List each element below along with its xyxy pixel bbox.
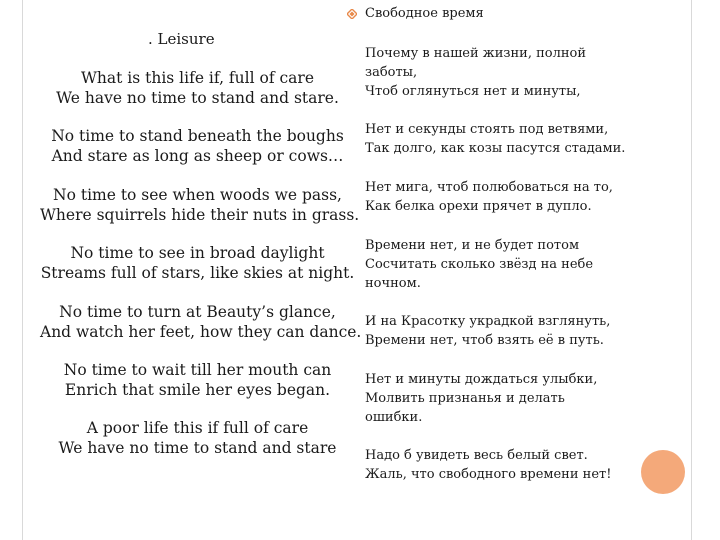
poem-line: And stare as long as sheep or cows… bbox=[51, 146, 344, 165]
poem-line: Чтоб оглянуться нет и минуты, bbox=[365, 84, 581, 99]
poem-line: Where squirrels hide their nuts in grass. bbox=[40, 205, 360, 224]
poem-line: No time to wait till her mouth can bbox=[63, 361, 332, 379]
poem-line: No time to stand beneath the boughs bbox=[51, 127, 344, 145]
poem-line: And watch her feet, how they can dance. bbox=[40, 322, 362, 341]
poem-line: ошибки. bbox=[365, 410, 423, 425]
poem-line: Так долго, как козы пасутся стадами. bbox=[365, 141, 626, 156]
poem-line: Молвить признанья и делать bbox=[365, 391, 565, 406]
en-stanza bbox=[40, 69, 355, 108]
poem-line: Нет и минуты дождаться улыбки, bbox=[365, 372, 598, 387]
poem-line: We have no time to stand and stare bbox=[58, 438, 337, 457]
poem-line: What is this life if, full of care bbox=[80, 69, 314, 87]
poem-line: Почему в нашей жизни, полной bbox=[365, 46, 586, 61]
ru-stanza bbox=[365, 44, 635, 101]
poem-line: Времени нет, и не будет потом bbox=[365, 238, 580, 253]
en-stanza bbox=[40, 186, 360, 225]
rhombus-bullet-icon bbox=[347, 9, 357, 19]
orange-circle-icon bbox=[641, 450, 685, 494]
poem-line: И на Красотку украдкой взглянуть, bbox=[365, 314, 611, 329]
en-stanza bbox=[40, 361, 355, 400]
ru-stanza bbox=[365, 370, 635, 427]
poem-line: заботы, bbox=[365, 65, 418, 80]
en-stanza bbox=[40, 244, 355, 283]
poem-line: No time to see in broad daylight bbox=[70, 244, 325, 262]
poem-line: Нет мига, чтоб полюбоваться на то, bbox=[365, 180, 613, 195]
poem-line: Enrich that smile her eyes began. bbox=[64, 380, 331, 399]
poem-line: Надо б увидеть весь белый свет. bbox=[365, 448, 588, 463]
poem-line: We have no time to stand and stare. bbox=[56, 88, 339, 107]
poem-line: A poor life this if full of care bbox=[86, 419, 309, 437]
en-stanza bbox=[40, 303, 362, 342]
ru-stanza bbox=[365, 120, 635, 158]
poem-line: Как белка орехи прячет в дупло. bbox=[365, 199, 592, 214]
en-stanza bbox=[40, 419, 355, 458]
ru-stanza bbox=[365, 312, 635, 350]
ru-stanza bbox=[365, 178, 635, 216]
poem-line: ночном. bbox=[365, 276, 421, 291]
ru-stanza bbox=[365, 236, 635, 293]
ru-poem-title: Свободное время bbox=[365, 6, 484, 21]
en-stanza bbox=[40, 127, 355, 166]
poem-line: Жаль, что свободного времени нет! bbox=[365, 467, 612, 482]
ru-stanza bbox=[365, 446, 635, 484]
poem-line: No time to see when woods we pass, bbox=[53, 186, 342, 204]
poem-line: Времени нет, чтоб взять её в путь. bbox=[365, 333, 604, 348]
poem-line: Streams full of stars, like skies at night. bbox=[40, 263, 355, 282]
en-poem-title: . Leisure bbox=[148, 30, 215, 48]
poem-line: No time to turn at Beauty’s glance, bbox=[59, 303, 336, 321]
poem-line: Нет и секунды стоять под ветвями, bbox=[365, 122, 609, 137]
poem-line: Сосчитать сколько звёзд на небе bbox=[365, 257, 594, 272]
